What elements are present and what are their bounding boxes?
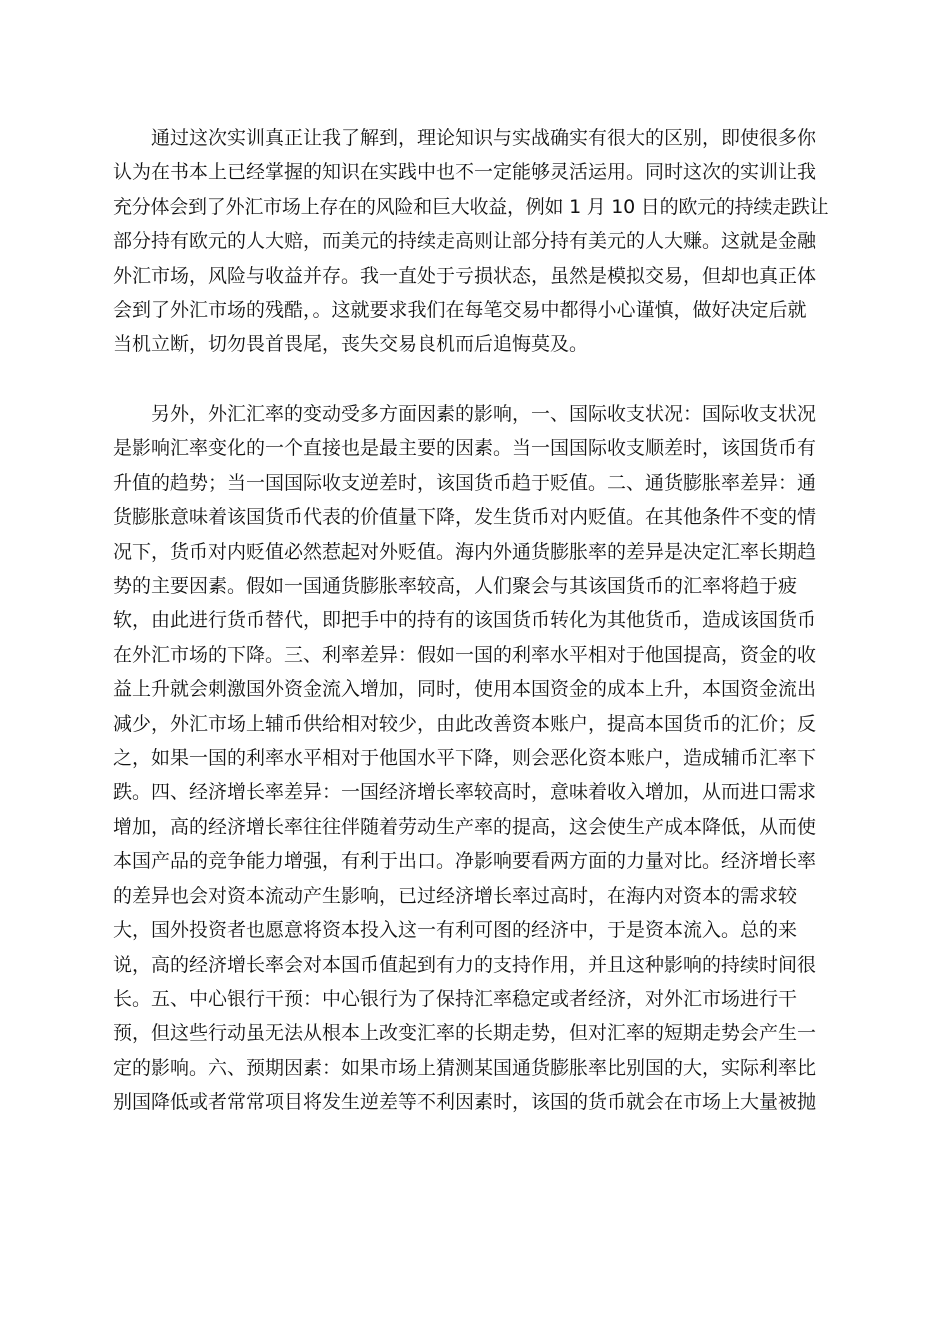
text-line: 之，如果一国的利率水平相对于他国水平下降，则会恶化资本账户，造成辅币汇率下 [113, 747, 817, 770]
text-line: 别国降低或者常常项目将发生逆差等不利因素时，该国的货币就会在市场上大量被抛 [113, 1091, 817, 1114]
text-line: 定的影响。六、预期因素：如果市场上猜测某国通货膨胀率比别国的大，实际利率比 [113, 1056, 817, 1079]
text-line: 是影响汇率变化的一个直接也是最主要的因素。当一国国际收支顺差时，该国货币有 [113, 437, 817, 460]
text-line: 势的主要因素。假如一国通货膨胀率较高，人们聚会与其该国货币的汇率将趋于疲 [113, 575, 798, 598]
text-line: 通过这次实训真正让我了解到，理论知识与实战确实有很大的区别，即使很多你 [151, 127, 817, 149]
text-line: 在外汇市场的下降。三、利率差异：假如一国的利率水平相对于他国提高，资金的收 [113, 643, 817, 666]
text-line: 当机立断，切勿畏首畏尾，丧失交易良机而后追悔莫及。 [113, 333, 589, 356]
text-line: 长。五、中心银行干预：中心银行为了保持汇率稳定或者经济，对外汇市场进行干 [113, 987, 798, 1010]
text-line: 软，由此进行货币替代，即把手中的持有的该国货币转化为其他货币，造成该国货币 [113, 609, 817, 632]
text-line: 减少，外汇市场上辅币供给相对较少，由此改善资本账户，提高本国货币的汇价；反 [113, 712, 817, 735]
text-line: 况下，货币对内贬值必然惹起对外贬值。海内外通货膨胀率的差异是决定汇率长期趋 [113, 540, 817, 563]
text-line: 升值的趋势；当一国国际收支逆差时，该国货币趋于贬值。二、通货膨胀率差异：通 [113, 471, 817, 494]
text-line: 会到了外汇市场的残酷，。这就要求我们在每笔交易中都得小心谨慎，做好决定后就 [113, 299, 807, 322]
text-line: 预，但这些行动虽无法从根本上改变汇率的长期走势，但对汇率的短期走势会产生一 [113, 1022, 817, 1045]
text-line: 充分体会到了外汇市场上存在的风险和巨大收益，例如 1 月 10 日的欧元的持续走跌让 [113, 195, 829, 218]
text-line: 跌。四、经济增长率差异：一国经济增长率较高时，意味着收入增加，从而进口需求 [113, 781, 817, 804]
text-line: 本国产品的竞争能力增强，有利于出口。净影响要看两方面的力量对比。经济增长率 [113, 850, 817, 873]
text-line: 货膨胀意味着该国货币代表的价值量下降，发生货币对内贬值。在其他条件不变的情 [113, 506, 817, 529]
paragraph-training-reflection [113, 121, 828, 362]
text-line: 增加，高的经济增长率往往伴随着劳动生产率的提高，这会使生产成本降低，从而使 [113, 815, 817, 838]
text-line: 认为在书本上已经掌握的知识在实践中也不一定能够灵活运用。同时这次的实训让我 [113, 161, 817, 184]
paragraph-exchange-rate-factors [113, 397, 828, 1120]
text-line: 说，高的经济增长率会对本国币值起到有力的支持作用，并且这种影响的持续时间很 [113, 953, 817, 976]
text-line: 的差异也会对资本流动产生影响，已过经济增长率过高时，在海内对资本的需求较 [113, 884, 798, 907]
text-line: 外汇市场，风险与收益并存。我一直处于亏损状态，虽然是模拟交易，但却也真正体 [113, 264, 817, 287]
text-line: 益上升就会刺激国外资金流入增加，同时，使用本国资金的成本上升，本国资金流出 [113, 678, 817, 701]
text-line: 部分持有欧元的人大赔，而美元的持续走高则让部分持有美元的人大赚。这就是金融 [113, 230, 817, 253]
text-line: 另外，外汇汇率的变动受多方面因素的影响，一、国际收支状况：国际收支状况 [151, 403, 817, 425]
text-line: 大，国外投资者也愿意将资本投入这一有利可图的经济中，于是资本流入。总的来 [113, 919, 798, 942]
